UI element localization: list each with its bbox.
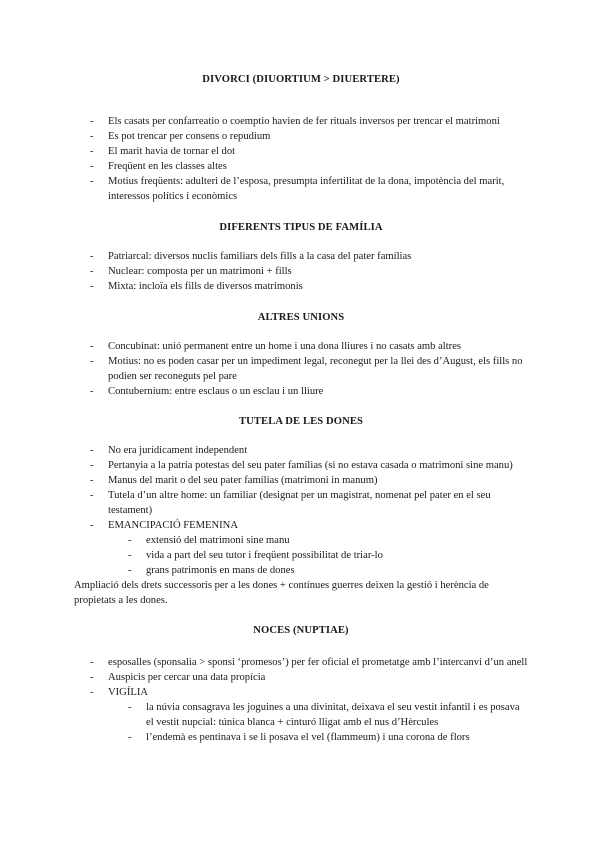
list-item: - Freqüent en les classes altes: [74, 159, 528, 174]
list-divorci: [74, 114, 528, 204]
list-item: - Patriarcal: diversos nuclis familiars dels fills a la casa del pater famílias: [74, 249, 528, 264]
paragraph-ampliacio: Ampliació dels drets successoris per a les dones + contínues guerres deixen la gestió i herència de propietats a les dones.: [74, 580, 489, 606]
list-item: - Els casats per confarreatio o coemptio havien de fer rituals inversos per trencar el matrimoni: [74, 114, 528, 129]
list-item: - Motius: no es poden casar per un impediment legal, reconegut per la llei des d’August, els fills no podien ser reconeguts pel pare: [74, 354, 528, 384]
heading-noces: NOCES (NUPTIAE): [253, 625, 349, 636]
heading-tipus-familia: DIFERENTS TIPUS DE FAMÍLIA: [219, 222, 383, 233]
heading-altres-unions: ALTRES UNIONS: [257, 312, 345, 323]
sublist-emancipacio: [74, 533, 528, 578]
document-page: [74, 72, 528, 745]
heading-divorci: DIVORCI (DIUORTIUM > DIUERTERE): [202, 74, 400, 85]
list-item: - Tutela d’un altre home: un familiar (designat per un magistrat, nomenat pel pater en el seu testament): [74, 488, 528, 518]
list-item: - Nuclear: composta per un matrimoni + fills: [74, 264, 528, 279]
list-item: - Manus del marit o del seu pater famílias (matrimoni in manum): [74, 473, 528, 488]
list-item: - Pertanyia a la patria potestas del seu pater famílias (si no estava casada o matrimoni sine manu): [74, 458, 528, 473]
sublist-item: - grans patrimonis en mans de dones: [74, 563, 528, 578]
list-item: - Motius freqüents: adulteri de l’esposa, presumpta infertilitat de la dona, impotència del marit, interessos polítics i econòmics: [74, 174, 528, 204]
list-tutela: [74, 443, 528, 533]
list-noces: [74, 655, 528, 700]
list-altres-unions: [74, 339, 528, 399]
list-item: - Auspicis per cercar una data propícia: [74, 670, 528, 685]
list-item: - VIGÍLIA: [74, 685, 528, 700]
list-item: - Mixta: incloïa els fills de diversos matrimonis: [74, 279, 528, 294]
list-item: - No era jurídicament independent: [74, 443, 528, 458]
sublist-item: - la núvia consagrava les joguines a una divinitat, deixava el seu vestit infantil i es posava el vestit nupcial: túnica blanca + cinturó lligat amb el nus d’Hèrcules: [74, 700, 528, 730]
list-item: - El marit havia de tornar el dot: [74, 144, 528, 159]
heading-tutela: TUTELA DE LES DONES: [238, 416, 364, 427]
list-item: - esposalles (sponsalia > sponsi ‘promesos’) per fer oficial el prometatge amb l’intercanvi d’un anell: [74, 655, 528, 670]
list-item: - Es pot trencar per consens o repudium: [74, 129, 528, 144]
sublist-item: - extensió del matrimoni sine manu: [74, 533, 528, 548]
sublist-item: - l’endemà es pentinava i se li posava el vel (flammeum) i una corona de flors: [74, 730, 528, 745]
sublist-item: - vida a part del seu tutor i freqüent possibilitat de triar-lo: [74, 548, 528, 563]
list-item: - Concubinat: unió permanent entre un home i una dona lliures i no casats amb altres: [74, 339, 528, 354]
list-item: - Contubernium: entre esclaus o un esclau i un lliure: [74, 384, 528, 399]
list-tipus-familia: [74, 249, 528, 294]
sublist-vigilia: [74, 700, 528, 745]
list-item: - EMANCIPACIÓ FEMENINA: [74, 518, 528, 533]
